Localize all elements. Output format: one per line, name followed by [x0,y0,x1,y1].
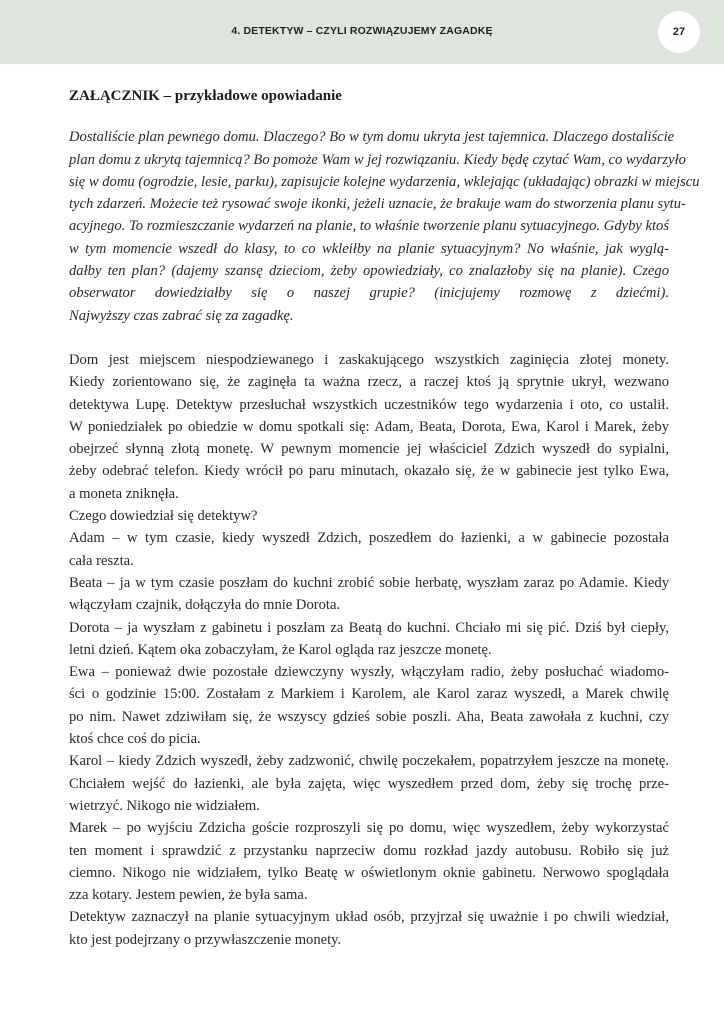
intro-paragraph [69,126,700,327]
story-body [69,349,669,951]
story-paragraph [69,661,669,750]
text-line: plan domu z ukrytą tajemnicą? Bo pomoże Wam w jej rozwiązaniu. Kiedy będę czytać Wam, co wydarzyło [69,151,686,168]
text-line: Chciałem wejść do łazienki, ale była zajęta, więc wyszedłem przed dom, żeby się trochę prze- [69,775,669,792]
text-line: obejrzeć słynną złotą monetę. W pewnym momencie jej właściciel Zdzich wyszedł do sypialni, [69,441,669,458]
story-paragraph [69,750,669,817]
text-line: Detektyw zaznaczył na planie sytuacyjnym układ osób, przyjrzał się uważnie i po chwili wiedział, [69,909,669,926]
text-line: ktoś chce coś do picia. [69,731,201,748]
story-paragraph [69,617,669,662]
text-line: Dom jest miejscem niespodziewanego i zaskakującego wszystkich zaginięcia złotej monety. [69,351,669,368]
text-line: zza kotary. Jestem pewien, że była sama. [69,887,308,904]
text-line: Najwyższy czas zabrać się za zagadkę. [69,307,294,324]
text-line: kto jest podejrzany o przywłaszczenie monety. [69,931,342,948]
page-number: 27 [658,11,700,53]
text-line: żeby odebrać telefon. Kiedy wrócił po paru minutach, okazało się, że w gabinecie jest tylko Ewa, [69,463,669,480]
text-line: detektywa Lupę. Detektyw przesłuchał wszystkich uczestników tego wydarzenia i oto, co ustalił. [69,396,669,413]
text-line: W poniedziałek po obiedzie w domu spotkali się: Adam, Beata, Dorota, Ewa, Karol i Marek, żeby [69,418,669,435]
text-line: Beata – ja w tym czasie poszłam do kuchni zrobić sobie herbatę, wyszłam zaraz po Adamie. Kiedy [69,574,669,591]
story-paragraph [69,505,669,527]
text-line: Dorota – ja wyszłam z gabinetu i poszłam za Beatą do kuchni. Chciało mi się pić. Dziś był ciepły, [69,619,669,636]
page-content [69,85,700,951]
text-line: po nim. Nawet zdziwiłam się, że wszyscy gdzieś sobie poszli. Aha, Beata zawołała z kuchni, czy [69,708,669,725]
text-line: ten moment i sprawdzić z przystanku naprzeciw domu rozkład jazdy autobusu. Robiło się już [69,842,669,859]
text-line: Karol – kiedy Zdzich wyszedł, żeby zadzwonić, chwilę poczekałem, popatrzyłem jeszcze na monetę. [69,753,669,770]
text-line: ciemno. Nikogo nie widziałem, tylko Beatę w oświetlonym oknie gabinetu. Nerwowo spoglądała [69,864,669,881]
text-line: Ewa – ponieważ dwie pozostałe dziewczyny wyszły, włączyłam radio, żeby posłuchać wiadomo- [69,664,669,681]
text-line: tych zdarzeń. Możecie też rysować swoje ikonki, jeżeli uznacie, że brakuje wam do stworzenia planu sytu- [69,196,686,213]
story-paragraph [69,906,669,951]
text-line: cała reszta. [69,552,134,569]
appendix-title: ZAŁĄCZNIK – przykładowe opowiadanie [69,88,342,104]
text-line: Czego dowiedział się detektyw? [69,508,258,525]
text-line: obserwator dowiedziałby się o naszej grupie? (inicjujemy rozmowę z dziećmi). [69,285,669,302]
text-line: dałby ten plan? (dajemy szansę dzieciom, żeby opowiedziały, co znalazłoby się na planie). Czego [69,263,669,280]
text-line: letni dzień. Kątem oka zobaczyłam, że Karol ogląda raz jeszcze monetę. [69,641,492,658]
text-line: Adam – w tym czasie, kiedy wyszedł Zdzich, poszedłem do łazienki, a w gabinecie pozostała [69,530,669,547]
text-line: się w domu (ogrodzie, lesie, parku), zapisujcie kolejne wydarzenia, wklejając (układając) obrazki w miejscu [69,173,700,190]
text-line: w tym momencie wszedł do klasy, to co wkleiłby na planie sytuacyjnym? No właśnie, jak wyglą- [69,240,669,257]
text-line: Marek – po wyjściu Zdzicha goście rozproszyli się po domu, więc wyszedłem, żeby wykorzystać [69,820,669,837]
text-line: ści o godzinie 15:00. Zostałam z Markiem i Karolem, ale Karol zaraz wyszedł, a Marek chwilę [69,686,669,703]
text-line: włączyłam czajnik, dołączyła do mnie Dorota. [69,597,341,614]
story-paragraph [69,572,669,617]
text-line: a moneta zniknęła. [69,485,179,502]
story-paragraph [69,817,669,906]
story-paragraph [69,349,669,505]
text-line: Kiedy zorientowano się, że zaginęła ta ważna rzecz, a raczej ktoś ją sprytnie ukrył, wezwano [69,374,669,391]
text-line: acyjnego. To rozmieszczanie wydarzeń na planie, to właśnie tworzenie planu sytuacyjnego. Gdyby ktoś [69,218,670,235]
text-line: Dostaliście plan pewnego domu. Dlaczego? Bo w tym domu ukryta jest tajemnica. Dlaczego dostaliście [69,129,675,146]
header-band [0,0,724,64]
running-title: 4. DETEKTYW – CZYLI ROZWIĄZUJEMY ZAGADKĘ [231,25,493,37]
text-line: wietrzyć. Nikogo nie widziałem. [69,797,260,814]
story-paragraph [69,527,669,572]
